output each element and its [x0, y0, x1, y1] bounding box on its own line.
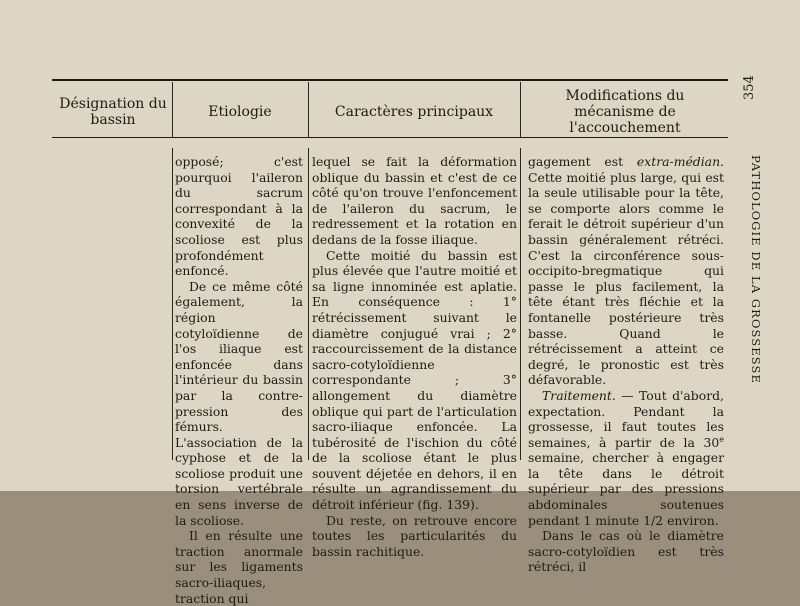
column-divider	[520, 148, 521, 460]
header-modifications: Modifications du mécanisme de l'accouchement	[565, 88, 685, 136]
caracteres-column	[312, 154, 517, 559]
modifications-paragraph: Dans le cas où le diamètre sacro-cotyloïdien est très rétréci, il	[528, 528, 724, 575]
caracteres-paragraph: lequel se fait la déformation oblique du bassin et c'est de ce côté qu'on trouve l'enfoncement de l'aileron du sacrum, le redressement et la rotation en dedans de la fosse iliaque.	[312, 154, 517, 247]
header-etiologie: Etiologie	[208, 104, 272, 120]
header-caracteres: Caractères principaux	[334, 104, 494, 120]
text-run: Cette moitié plus large, qui est la seule utilisable pour la tête, se comporte alors comme le ferait le détroit supérieur d'un bassin généralement rétréci. C'est la circonférence sous-occipito-bregmatique qui passe le plus facilement, la tête étant très fléchie et la fontanelle postérieure très basse. Quand le rétrécissement a atteint ce degré, le pronostic est très défavorable.	[528, 169, 724, 388]
superscript: e	[719, 434, 724, 444]
modifications-column	[528, 154, 724, 575]
etiologie-paragraph: De ce même côté également, la région cotyloïdienne de l'os iliaque est enfoncée dans l'intérieur du bassin par la contre-pression des fémurs. L'association de la cyphose et de la scoliose produit une torsion vertébrale en sens inverse de la scoliose.	[175, 278, 303, 528]
etiologie-paragraph: opposé; c'est pourquoi l'aileron du sacrum correspondant à la convexité de la scoliose est plus profondément enfoncé.	[175, 154, 303, 279]
modifications-paragraph	[528, 388, 724, 528]
caracteres-paragraph: Du reste, on retrouve encore toutes les particularités du bassin rachitique.	[312, 512, 517, 559]
etiologie-paragraph: Il en résulte une traction anormale sur les ligaments sacro-iliaques, traction qui	[175, 528, 303, 606]
text-run: gagement est	[528, 154, 637, 169]
text-run: — Tout d'abord, expectation. Pendant la grossesse, il faut toutes les semaines, à partir de la 30	[528, 387, 724, 450]
italic-heading: Traitement.	[542, 387, 616, 403]
running-head: PATHOLOGIE DE LA GROSSESSE	[749, 155, 763, 384]
column-divider	[520, 82, 521, 137]
italic-term: extra-médian.	[636, 154, 724, 169]
header-bottom-rule	[52, 137, 728, 138]
column-divider	[172, 148, 173, 460]
header-designation: Désignation du bassin	[59, 96, 167, 128]
page-number: 354	[742, 75, 757, 101]
column-divider	[308, 148, 309, 460]
caracteres-paragraph: Cette moitié du bassin est plus élevée que l'autre moitié et sa ligne innominée est aplatie. En conséquence : 1° rétrécissement suivant le diamètre conjugué vrai ; 2° raccourcissement de la distance sacro-cotyloïdienne correspondante ; 3° allongement du diamètre oblique qui part de l'articulation sacro-iliaque enfoncée. La tubérosité de l'ischion du côté de la scoliose étant le plus souvent déjetée en dehors, il en résulte un agrandissement du détroit inférieur (fig. 139).	[312, 247, 517, 513]
table-top-rule	[52, 79, 728, 81]
column-divider	[308, 82, 309, 137]
modifications-paragraph	[528, 154, 724, 388]
text-run: semaine, chercher à engager la tête dans le détroit supérieur par des pressions abdominales soutenues pendant 1 minute 1/2 environ.	[528, 450, 724, 528]
etiologie-column	[175, 154, 303, 606]
column-divider	[172, 82, 173, 137]
